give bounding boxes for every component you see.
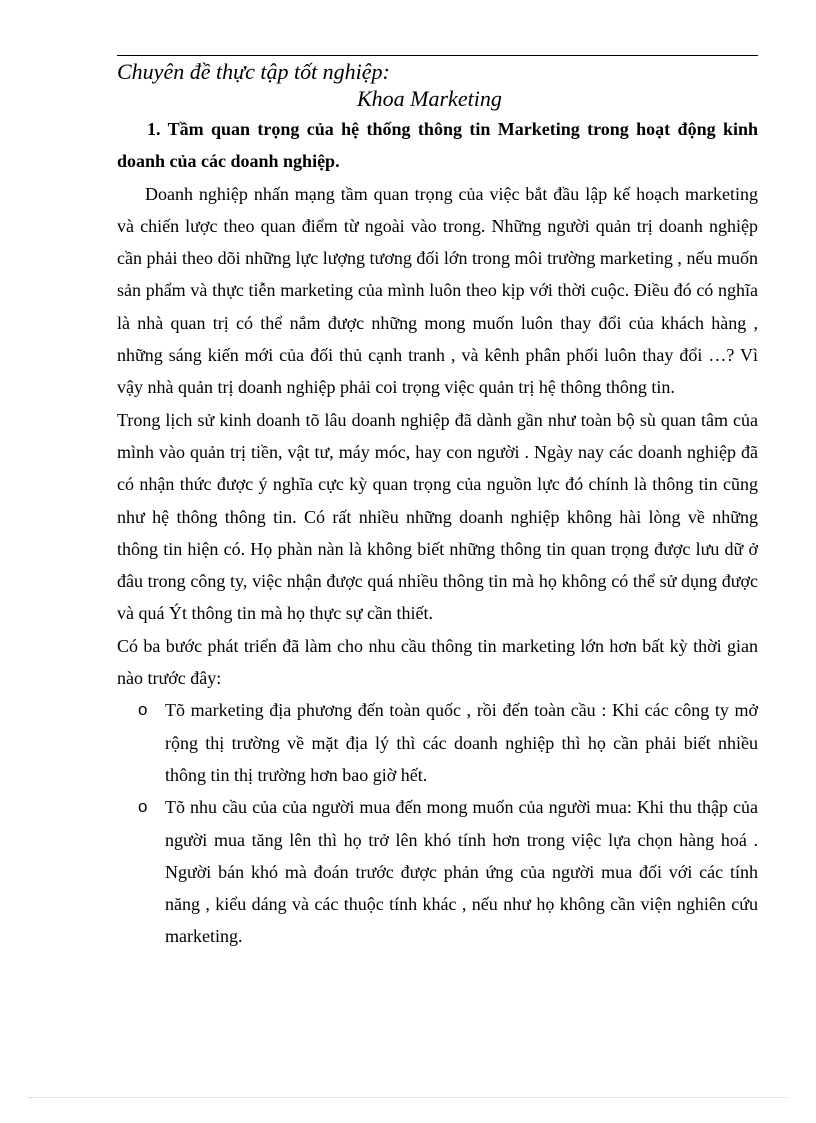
list-item-text: Tõ marketing địa phương đến toàn quốc , rồi đến toàn cầu : Khi các công ty mở rộng thị trường về mặt địa lý thì các doanh nghiệp thì họ cần phải biết nhiều thông tin thị trường hơn bao giờ hết.: [165, 700, 758, 785]
list-item: [117, 791, 758, 952]
header-title: Chuyên đề thực tập tốt nghiệp:: [117, 59, 390, 84]
bullet-icon: o: [138, 700, 148, 720]
header-department: Khoa Marketing: [357, 86, 502, 111]
paragraph-history: Trong lịch sử kinh doanh tõ lâu doanh nghiệp đã dành gần như toàn bộ sù quan tâm của mình vào quản trị tiền, vật tư, máy móc, hay con người . Ngày nay các doanh nghiệp đã có nhận thức được ý nghĩa cực kỳ quan trọng của nguồn lực đó chính là thông tin cũng như hệ thông thông tin. Có rất nhiều những doanh nghiệp không hài lòng về những thông tin hiện có. Họ phàn nàn là không biết những thông tin quan trọng được lưu dữ ở đâu trong công ty, việc nhận được quá nhiều thông tin mà họ không có thể sử dụng được và quá Ýt thông tin mà họ thực sự cần thiết.: [117, 409, 758, 624]
bullet-icon: o: [138, 797, 148, 817]
paragraph-developments: Có ba bước phát triển đã làm cho nhu cầu thông tin marketing lớn hơn bất kỳ thời gian nào trước đây:: [117, 635, 758, 689]
paragraph-intro: Doanh nghiệp nhấn mạng tầm quan trọng của việc bắt đầu lập kế hoạch marketing và chiến lược theo quan điểm từ ngoài vào trong. Những người quản trị doanh nghiệp cần phải theo dõi những lực lượng tương đối lớn trong môi trường marketing , nếu muốn sản phẩm và thực tiễn marketing của mình luôn theo kịp với thời cuộc. Điều đó có nghĩa là nhà quan trị có thể nắm được những mong muốn luôn thay đổi của khách hàng , những sáng kiến mới của đối thủ cạnh tranh , và kênh phân phối luôn thay đổi …? Vì vậy nhà quản trị doanh nghiệp phải coi trọng việc quản trị hệ thông thông tin.: [117, 183, 758, 398]
header-rule: [117, 55, 758, 56]
list-item: [117, 694, 758, 791]
footer-rule: [28, 1097, 788, 1098]
document-body: [117, 113, 758, 953]
bullet-list: [117, 694, 758, 952]
section-heading: 1. Tầm quan trọng của hệ thống thông tin Marketing trong hoạt động kinh doanh của các doanh nghiệp.: [117, 119, 758, 172]
list-item-text: Tõ nhu cầu của của người mua đến mong muốn của người mua: Khi thu thập của người mua tăng lên thì họ trở lên khó tính hơn trong việc lựa chọn hàng hoá . Người bán khó mà đoán trước được phản ứng của người mua đối với các tính năng , kiểu dáng và các thuộc tính khác , nếu như họ không cần viện nghiên cứu marketing.: [165, 797, 758, 947]
